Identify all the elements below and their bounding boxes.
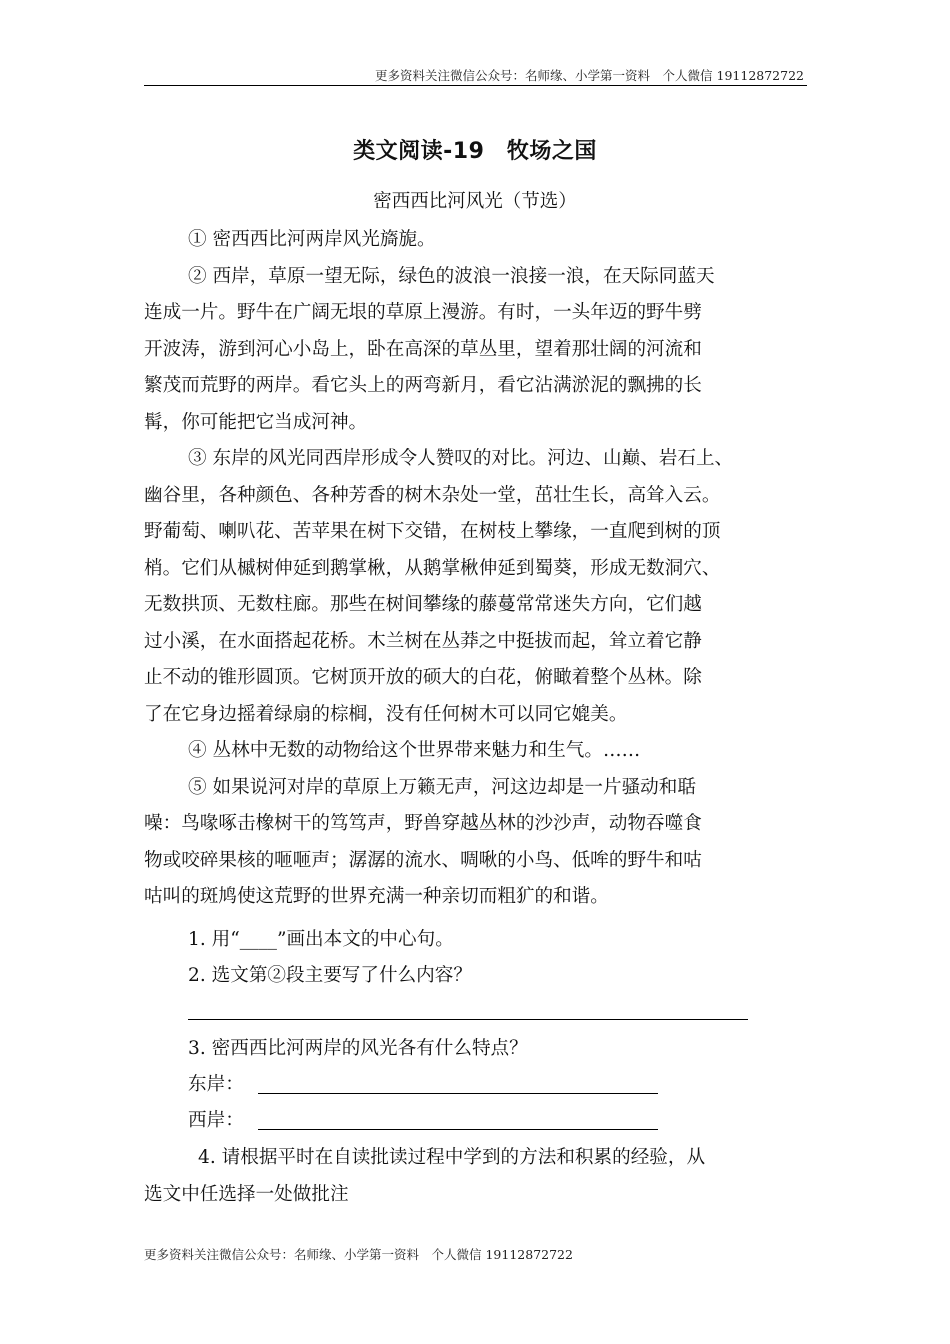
question-1: 1. 用“____”画出本文的中心句。 (188, 929, 454, 950)
text-line: 过小溪，在水面搭起花桥。木兰树在丛莽之中挺拔而起，耸立着它静 (144, 630, 702, 652)
west-bank-label: 西岸： (188, 1110, 244, 1131)
text-line: 物或咬碎果核的咂咂声；潺潺的流水、啁啾的小鸟、低哞的野牛和咕 (144, 849, 702, 871)
answer-line-q2[interactable] (188, 1019, 748, 1020)
text-line: 野葡萄、喇叭花、苦苹果在树下交错，在树枝上攀缘，一直爬到树的顶 (144, 521, 721, 542)
question-2: 2. 选文第②段主要写了什么内容？ (188, 965, 472, 986)
passage-title: 密西西比河风光（节选） (373, 191, 577, 212)
question-3: 3. 密西西比河两岸的风光各有什么特点？ (188, 1038, 528, 1059)
text-line: ④ 丛林中无数的动物给这个世界带来魅力和生气。…… (188, 740, 641, 761)
document-title: 类文阅读-19 牧场之国 (353, 139, 597, 164)
header-divider (144, 85, 807, 86)
text-line: 噪：鸟喙啄击橡树干的笃笃声，野兽穿越丛林的沙沙声，动物吞噬食 (144, 813, 702, 834)
page-footer: 更多资料关注微信公众号：名师缘、小学第一资料 个人微信 19112872722 (144, 1247, 573, 1262)
text-line: 连成一片。野牛在广阔无垠的草原上漫游。有时，一头年迈的野牛劈 (144, 302, 702, 323)
paragraph-2 (144, 259, 808, 442)
text-line: 梢。它们从槭树伸延到鹅掌楸，从鹅掌楸伸延到蜀葵，形成无数洞穴、 (144, 557, 721, 579)
text-line: ③ 东岸的风光同西岸形成令人赞叹的对比。河边、山巅、岩石上、 (188, 448, 734, 469)
paragraph-4 (144, 733, 808, 770)
paragraph-5 (144, 770, 808, 916)
paragraph-1 (144, 222, 808, 259)
text-line: 幽谷里，各种颜色、各种芳香的树木杂处一堂，茁壮生长，高耸入云。 (144, 484, 721, 506)
text-line: ⑤ 如果说河对岸的草原上万籁无声，河这边却是一片骚动和聒 (188, 776, 696, 798)
east-bank-label: 东岸： (188, 1074, 244, 1095)
text-line: 髯，你可能把它当成河神。 (144, 411, 368, 433)
text-line: ② 西岸，草原一望无际，绿色的波浪一浪接一浪，在天际同蓝天 (188, 265, 715, 287)
passage-body (144, 222, 808, 916)
question-4-line-1: 4. 请根据平时在自读批读过程中学到的方法和积累的经验，从 (198, 1147, 706, 1168)
text-line: 开波涛，游到河心小岛上，卧在高深的草丛里，望着那壮阔的河流和 (144, 338, 702, 360)
text-line: 繁茂而荒野的两岸。看它头上的两弯新月，看它沾满淤泥的飘拂的长 (144, 375, 702, 396)
text-line: ① 密西西比河两岸风光旖旎。 (188, 229, 436, 250)
answer-line-east-bank[interactable] (258, 1093, 658, 1094)
paragraph-3 (144, 441, 808, 733)
text-line: 无数拱顶、无数柱廊。那些在树间攀缘的藤蔓常常迷失方向，它们越 (144, 594, 702, 615)
text-line: 止不动的锥形圆顶。它树顶开放的硕大的白花，俯瞰着整个丛林。除 (144, 667, 702, 688)
answer-line-west-bank[interactable] (258, 1129, 658, 1130)
text-line: 了在它身边摇着绿扇的棕榈，没有任何树木可以同它媲美。 (144, 703, 628, 725)
page-header: 更多资料关注微信公众号：名师缘、小学第一资料 个人微信 19112872722 (375, 68, 804, 83)
text-line: 咕叫的斑鸠使这荒野的世界充满一种亲切而粗犷的和谐。 (144, 886, 609, 907)
question-4-line-2: 选文中任选择一处做批注 (144, 1184, 349, 1205)
